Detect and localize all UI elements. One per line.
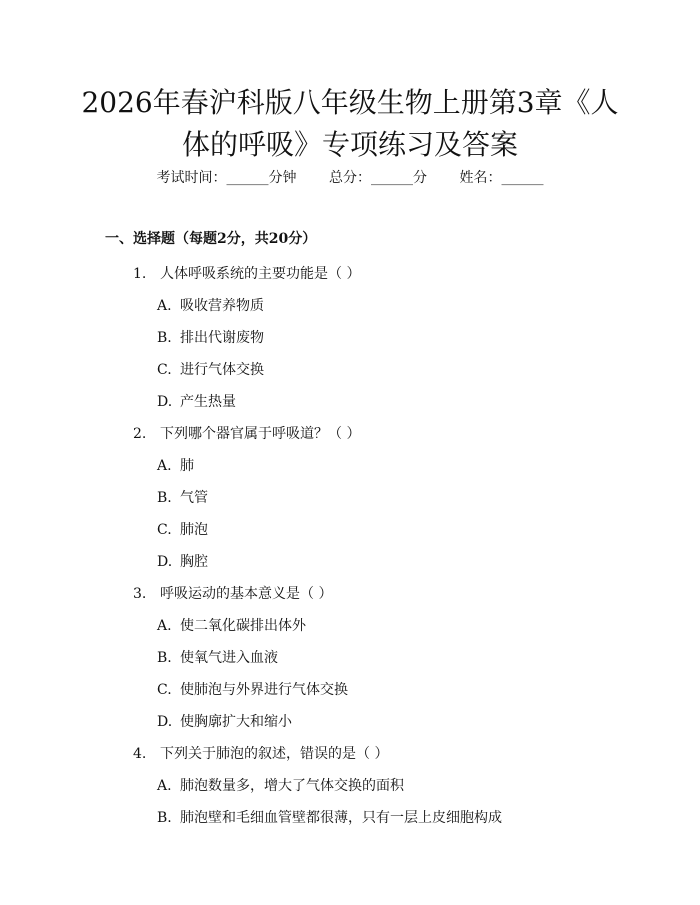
question-list xyxy=(0,258,700,834)
student-name: 姓名：______ xyxy=(459,170,544,186)
answer-option xyxy=(0,450,700,482)
exam-time: 考试时间：______分钟 xyxy=(156,170,297,186)
option-letter: D. xyxy=(157,394,173,410)
question-2 xyxy=(0,418,700,578)
option-text: 使胸廓扩大和缩小 xyxy=(180,714,292,730)
answer-option xyxy=(0,322,700,354)
section-title: 一、选择题（每题2分，共20分） xyxy=(105,231,317,247)
question-1 xyxy=(0,258,700,418)
option-letter: D. xyxy=(157,714,173,730)
question-number: 1. xyxy=(133,266,147,282)
option-letter: C. xyxy=(157,362,172,378)
option-text: 肺 xyxy=(180,458,194,474)
option-letter: B. xyxy=(157,490,172,506)
option-letter: B. xyxy=(157,810,172,826)
option-letter: A. xyxy=(157,618,172,634)
option-text: 使肺泡与外界进行气体交换 xyxy=(180,682,348,698)
answer-option xyxy=(0,386,700,418)
option-letter: A. xyxy=(157,458,172,474)
option-letter: D. xyxy=(157,554,173,570)
option-text: 肺泡 xyxy=(180,522,208,538)
answer-option xyxy=(0,642,700,674)
answer-option xyxy=(0,802,700,834)
question-stem xyxy=(0,258,700,290)
question-text: 下列关于肺泡的叙述，错误的是（ ） xyxy=(160,746,389,762)
option-text: 气管 xyxy=(180,490,208,506)
question-4 xyxy=(0,738,700,834)
option-text: 排出代谢废物 xyxy=(180,330,264,346)
answer-option xyxy=(0,770,700,802)
option-letter: C. xyxy=(157,682,172,698)
question-stem xyxy=(0,578,700,610)
option-text: 肺泡壁和毛细血管壁都很薄，只有一层上皮细胞构成 xyxy=(180,810,502,826)
answer-option xyxy=(0,290,700,322)
question-stem xyxy=(0,738,700,770)
option-text: 进行气体交换 xyxy=(180,362,264,378)
option-letter: B. xyxy=(157,330,172,346)
question-number: 3. xyxy=(133,586,147,602)
answer-option xyxy=(0,482,700,514)
question-text: 人体呼吸系统的主要功能是（ ） xyxy=(160,266,361,282)
option-letter: A. xyxy=(157,298,172,314)
title-line-1: 2026年春沪科版八年级生物上册第3章《人 xyxy=(81,86,619,119)
exam-score: 总分：______分 xyxy=(329,170,427,186)
option-text: 产生热量 xyxy=(180,394,236,410)
exam-info xyxy=(0,168,700,188)
option-text: 胸腔 xyxy=(180,554,208,570)
question-text: 下列哪个器官属于呼吸道？（ ） xyxy=(160,426,361,442)
answer-option xyxy=(0,610,700,642)
document-title xyxy=(70,82,630,166)
option-letter: A. xyxy=(157,778,172,794)
option-text: 使二氧化碳排出体外 xyxy=(180,618,306,634)
question-number: 2. xyxy=(133,426,147,442)
question-3 xyxy=(0,578,700,738)
question-stem xyxy=(0,418,700,450)
answer-option xyxy=(0,354,700,386)
option-text: 吸收营养物质 xyxy=(180,298,264,314)
answer-option xyxy=(0,546,700,578)
option-text: 使氧气进入血液 xyxy=(180,650,278,666)
option-letter: C. xyxy=(157,522,172,538)
option-letter: B. xyxy=(157,650,172,666)
answer-option xyxy=(0,674,700,706)
option-text: 肺泡数量多，增大了气体交换的面积 xyxy=(180,778,404,794)
answer-option xyxy=(0,514,700,546)
title-line-2: 体的呼吸》专项练习及答案 xyxy=(181,128,518,161)
answer-option xyxy=(0,706,700,738)
question-text: 呼吸运动的基本意义是（ ） xyxy=(160,586,333,602)
question-number: 4. xyxy=(133,746,147,762)
